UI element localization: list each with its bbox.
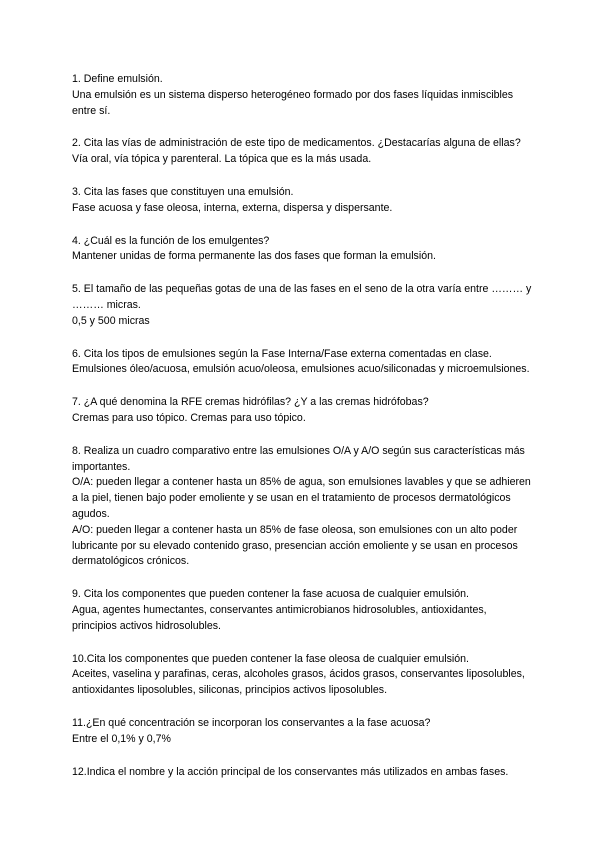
- qa-block-7: [72, 395, 532, 427]
- qa-block-9: [72, 587, 532, 634]
- question-6: 6. Cita los tipos de emulsiones según la Fase Interna/Fase externa comentadas en clase.: [72, 347, 492, 360]
- question-4: 4. ¿Cuál es la función de los emulgentes?: [72, 234, 270, 247]
- qa-block-12: [72, 765, 532, 781]
- answer-11: Entre el 0,1% y 0,7%: [72, 732, 171, 745]
- qa-block-11: [72, 716, 532, 748]
- question-2: 2. Cita las vías de administración de este tipo de medicamentos. ¿Destacarías alguna de ellas?: [72, 137, 521, 150]
- qa-block-5: [72, 282, 532, 329]
- question-12: 12.Indica el nombre y la acción principal de los conservantes más utilizados en ambas fases.: [72, 765, 509, 778]
- question-5: 5. El tamaño de las pequeñas gotas de una de las fases en el seno de la otra varía entre ……… y ……… micras.: [72, 283, 532, 311]
- question-3: 3. Cita las fases que constituyen una emulsión.: [72, 185, 294, 198]
- answer-4: Mantener unidas de forma permanente las dos fases que forman la emulsión.: [72, 250, 436, 263]
- question-11: 11.¿En qué concentración se incorporan los conservantes a la fase acuosa?: [72, 716, 431, 729]
- document-page: [72, 72, 532, 797]
- qa-block-2: [72, 136, 532, 168]
- answer-6: Emulsiones óleo/acuosa, emulsión acuo/oleosa, emulsiones acuo/siliconadas y microemulsiones.: [72, 363, 530, 376]
- answer-9: Agua, agentes humectantes, conservantes antimicrobianos hidrosolubles, antioxidantes, principios activos hidrosolubles.: [72, 603, 487, 632]
- qa-block-10: [72, 652, 532, 699]
- answer-7: Cremas para uso tópico. Cremas para uso tópico.: [72, 411, 306, 424]
- answer-1: Una emulsión es un sistema disperso heterogéneo formado por dos fases líquidas inmiscibles entre sí.: [72, 88, 514, 117]
- question-1: 1. Define emulsión.: [72, 73, 163, 85]
- question-7: 7. ¿A qué denomina la RFE cremas hidrófilas? ¿Y a las cremas hidrófobas?: [72, 396, 429, 409]
- qa-block-4: [72, 234, 532, 266]
- qa-block-1: [72, 72, 532, 119]
- qa-block-3: [72, 185, 532, 217]
- answer-10: Aceites, vaselina y parafinas, ceras, alcoholes grasos, ácidos grasos, conservantes liposolubles, antioxidantes liposolubles, siliconas, principios activos liposolubles.: [72, 668, 525, 697]
- answer-5: 0,5 y 500 micras: [72, 314, 150, 327]
- question-9: 9. Cita los componentes que pueden contener la fase acuosa de cualquier emulsión.: [72, 588, 469, 601]
- answer-2: Vía oral, vía tópica y parenteral. La tópica que es la más usada.: [72, 153, 372, 166]
- qa-block-6: [72, 347, 532, 379]
- question-10: 10.Cita los componentes que pueden contener la fase oleosa de cualquier emulsión.: [72, 652, 469, 665]
- answer-8-oa: O/A: pueden llegar a contener hasta un 85% de agua, son emulsiones lavables y que se adhieren a la piel, tienen bajo poder emoliente y se usan en el tratamiento de procesos dermatológicos agudos.: [72, 476, 531, 520]
- question-8: 8. Realiza un cuadro comparativo entre las emulsiones O/A y A/O según sus características más importantes.: [72, 444, 525, 473]
- answer-3: Fase acuosa y fase oleosa, interna, externa, dispersa y dispersante.: [72, 201, 393, 214]
- qa-block-8: [72, 444, 532, 570]
- answer-8-ao: A/O: pueden llegar a contener hasta un 85% de fase oleosa, son emulsiones con un alto poder lubricante por su elevado contenido graso, presencian acción emoliente y se usan en procesos dermatológicos crónicos.: [72, 523, 518, 568]
